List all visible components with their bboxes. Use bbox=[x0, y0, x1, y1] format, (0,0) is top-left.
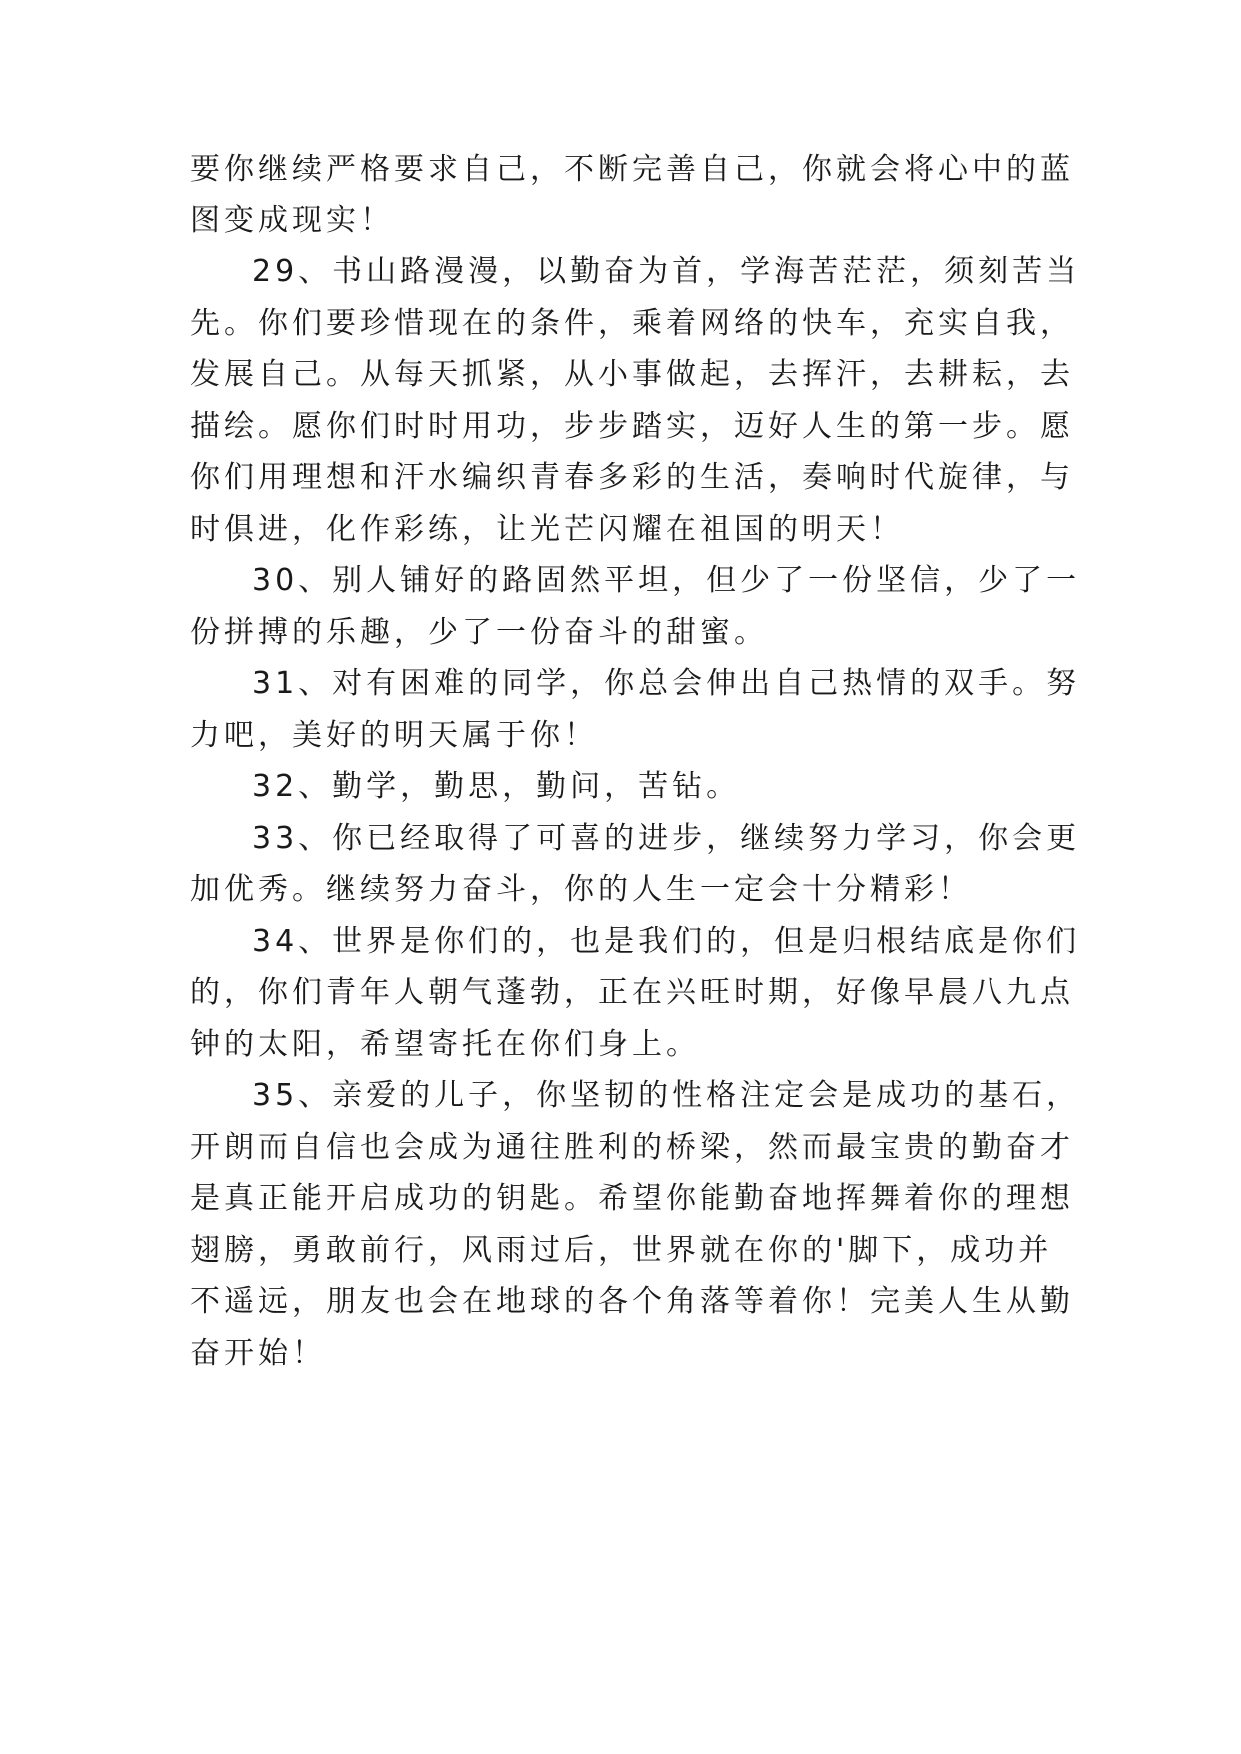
text-line: 是真正能开启成功的钥匙。希望你能勤奋地挥舞着你的理想 bbox=[190, 1181, 1074, 1216]
paragraph-30-start: 30、别人铺好的路固然平坦，但少了一份坚信，少了一 bbox=[252, 563, 1081, 598]
paragraph-31-start: 31、对有困难的同学，你总会伸出自己热情的双手。努 bbox=[252, 666, 1081, 701]
text-line: 你们用理想和汗水编织青春多彩的生活，奏响时代旋律，与 bbox=[190, 460, 1074, 495]
text-line: 力吧，美好的明天属于你！ bbox=[190, 718, 598, 753]
text-line: 加优秀。继续努力奋斗，你的人生一定会十分精彩！ bbox=[190, 872, 972, 907]
text-line: 开朗而自信也会成为通往胜利的桥梁，然而最宝贵的勤奋才 bbox=[190, 1130, 1074, 1165]
text-line: 奋开始！ bbox=[190, 1336, 326, 1371]
paragraph-29-start: 29、书山路漫漫，以勤奋为首，学海苦茫茫，须刻苦当 bbox=[252, 254, 1081, 289]
paragraph-34-start: 34、世界是你们的，也是我们的，但是归根结底是你们 bbox=[252, 924, 1081, 959]
text-line: 的，你们青年人朝气蓬勃，正在兴旺时期，好像早晨八九点 bbox=[190, 975, 1074, 1010]
text-line: 钟的太阳，希望寄托在你们身上。 bbox=[190, 1027, 700, 1062]
paragraph-32-start: 32、勤学，勤思，勤问，苦钻。 bbox=[252, 769, 741, 804]
text-line: 描绘。愿你们时时用功，步步踏实，迈好人生的第一步。愿 bbox=[190, 409, 1074, 444]
paragraph-33-start: 33、你已经取得了可喜的进步，继续努力学习，你会更 bbox=[252, 821, 1081, 856]
text-line: 不遥远，朋友也会在地球的各个角落等着你！完美人生从勤 bbox=[190, 1284, 1074, 1319]
text-line: 发展自己。从每天抓紧，从小事做起，去挥汗，去耕耘，去 bbox=[190, 357, 1074, 392]
text-line: 翅膀，勇敢前行，风雨过后，世界就在你的'脚下，成功并 bbox=[190, 1233, 1053, 1268]
text-line: 图变成现实！ bbox=[190, 203, 394, 238]
text-line: 先。你们要珍惜现在的条件，乘着网络的快车，充实自我， bbox=[190, 306, 1074, 341]
text-line: 份拼搏的乐趣，少了一份奋斗的甜蜜。 bbox=[190, 615, 768, 650]
text-line: 要你继续严格要求自己，不断完善自己，你就会将心中的蓝 bbox=[190, 152, 1074, 187]
text-line: 时俱进，化作彩练，让光芒闪耀在祖国的明天！ bbox=[190, 512, 904, 547]
paragraph-35-start: 35、亲爱的儿子，你坚韧的性格注定会是成功的基石， bbox=[252, 1078, 1081, 1113]
